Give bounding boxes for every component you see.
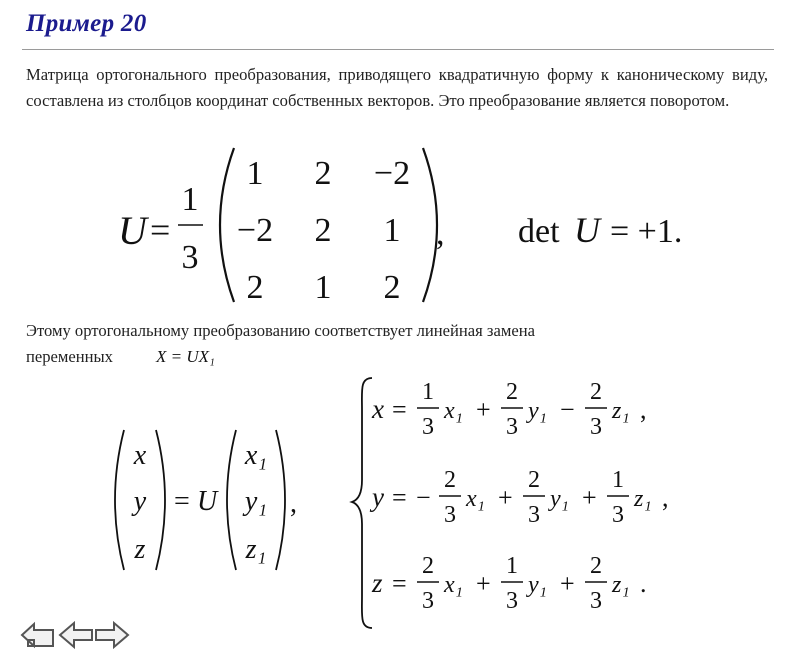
equation-variable: y₁ (528, 398, 547, 424)
vec-U: U (197, 486, 218, 517)
fraction-denominator: 3 (444, 502, 456, 528)
det-value: = +1. (610, 213, 683, 250)
vec-right-entry: z₁ (245, 534, 267, 565)
det-var: U (574, 210, 600, 250)
home-back-icon[interactable] (20, 620, 56, 650)
equation-variable: y₁ (528, 572, 547, 598)
equation-sign: + (476, 395, 491, 424)
left-paren (220, 148, 234, 302)
equation-variable: y₁ (550, 486, 569, 512)
matrix-cell: 2 (314, 155, 332, 192)
equation-sign: − (416, 483, 431, 512)
fraction-numerator: 1 (422, 379, 434, 405)
fraction-denominator: 3 (422, 414, 434, 440)
replacement-paragraph: Этому ортогональному преобразованию соответствует линейная замена (26, 321, 535, 340)
frac-den: 3 (181, 239, 199, 276)
matrix-eq: = (150, 210, 171, 250)
equation-punctuation: . (640, 569, 647, 598)
page-title: Пример 20 (26, 10, 147, 37)
matrix-cell: −2 (373, 155, 411, 192)
fraction-numerator: 1 (506, 553, 518, 579)
matrix-formula (0, 140, 800, 315)
matrix-cell: 2 (314, 212, 332, 249)
equation-eq: = (392, 395, 407, 424)
equation-variable: z₁ (612, 398, 630, 424)
matrix-cell: −2 (236, 212, 274, 249)
slide-navigation (20, 620, 140, 652)
equation-eq: = (392, 569, 407, 598)
matrix-comma: , (436, 215, 445, 252)
equation-sign: + (476, 569, 491, 598)
matrix-lhs: U (118, 208, 147, 253)
det-label: det (518, 213, 560, 250)
fraction-denominator: 3 (528, 502, 540, 528)
fraction-numerator: 2 (590, 553, 602, 579)
back-arrow-icon[interactable] (58, 620, 94, 650)
fraction-denominator: 3 (506, 588, 518, 614)
vec-eq: = (174, 486, 190, 517)
matrix-cell: 2 (246, 269, 264, 306)
equation-variable: x₁ (444, 398, 463, 424)
equation-punctuation: , (662, 483, 669, 512)
equation-variable: z₁ (634, 486, 652, 512)
vec-right-entry: y₁ (244, 486, 268, 517)
intro-paragraph: Матрица ортогонального преобразования, приводящего квадратичную форму к каноническому виду, составлена из столбцов координат собственных векторов. Это преобразование является поворотом. (26, 65, 768, 110)
fraction-denominator: 3 (422, 588, 434, 614)
fraction-denominator: 3 (590, 414, 602, 440)
equation-sign: − (560, 395, 575, 424)
equation-sign: + (560, 569, 575, 598)
fraction-denominator: 3 (590, 588, 602, 614)
fraction-numerator: 2 (444, 467, 456, 493)
equation-lhs: x (372, 394, 384, 424)
vec-right-entry: x₁ (244, 440, 268, 471)
equation-lhs: y (372, 482, 384, 512)
equation-variable: x₁ (444, 572, 463, 598)
right-paren (423, 148, 437, 302)
equation-system (0, 370, 800, 640)
frac-num: 1 (181, 181, 199, 218)
equation-punctuation: , (640, 395, 647, 424)
equation-variable: z₁ (612, 572, 630, 598)
system-brace (352, 378, 372, 628)
fraction-denominator: 3 (506, 414, 518, 440)
vec-left-entry: z (134, 534, 146, 565)
equation-sign: + (498, 483, 513, 512)
fraction-numerator: 2 (506, 379, 518, 405)
replacement-paragraph-end: переменных (26, 347, 113, 366)
vec-comma: , (290, 488, 297, 519)
forward-arrow-icon[interactable] (94, 620, 130, 650)
matrix-cell: 2 (383, 269, 401, 306)
vec-left-entry: x (133, 440, 147, 471)
equation-eq: = (392, 483, 407, 512)
matrix-cell: 1 (246, 155, 264, 192)
fraction-numerator: 1 (612, 467, 624, 493)
fraction-denominator: 3 (612, 502, 624, 528)
fraction-numerator: 2 (422, 553, 434, 579)
inline-formula: X = UX₁ (156, 347, 215, 366)
title-divider (22, 49, 774, 50)
equation-sign: + (582, 483, 597, 512)
fraction-numerator: 2 (590, 379, 602, 405)
equation-variable: x₁ (466, 486, 485, 512)
matrix-cell: 1 (314, 269, 332, 306)
fraction-numerator: 2 (528, 467, 540, 493)
vec-left-entry: y (133, 486, 147, 517)
equation-lhs: z (372, 568, 383, 598)
matrix-cell: 1 (383, 212, 401, 249)
